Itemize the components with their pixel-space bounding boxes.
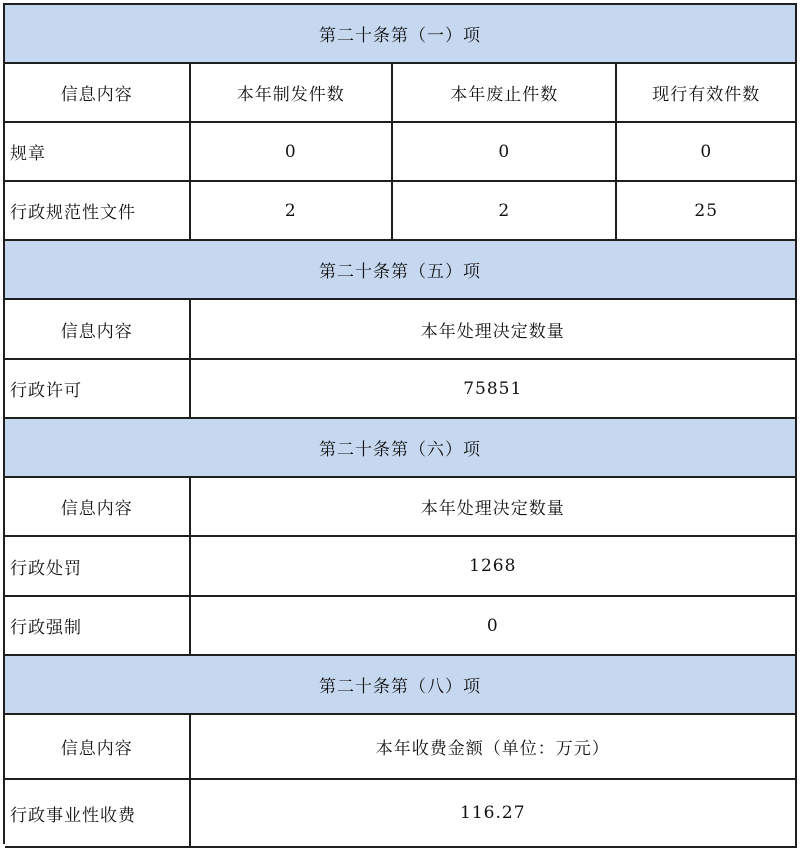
section-header-row bbox=[5, 656, 797, 715]
column-header-row bbox=[5, 715, 797, 780]
header-issued-count: 本年制发件数 bbox=[191, 64, 393, 123]
section-title: 第二十条第（五）项 bbox=[5, 241, 797, 300]
section-title: 第二十条第（一）项 bbox=[5, 5, 797, 64]
row-label: 行政强制 bbox=[5, 597, 191, 656]
row-label: 行政处罚 bbox=[5, 537, 191, 597]
valid-value: 25 bbox=[617, 182, 797, 241]
table-row bbox=[5, 597, 797, 656]
section-header-row bbox=[5, 241, 797, 300]
abolished-value: 2 bbox=[393, 182, 617, 241]
row-value: 75851 bbox=[191, 360, 797, 419]
header-valid-count: 现行有效件数 bbox=[617, 64, 797, 123]
header-info-content: 信息内容 bbox=[5, 64, 191, 123]
table-row bbox=[5, 537, 797, 597]
row-label: 行政许可 bbox=[5, 360, 191, 419]
header-decision-count: 本年处理决定数量 bbox=[191, 478, 797, 537]
valid-value: 0 bbox=[617, 123, 797, 182]
column-header-row bbox=[5, 478, 797, 537]
row-value: 0 bbox=[191, 597, 797, 656]
section-title: 第二十条第（八）项 bbox=[5, 656, 797, 715]
table-row bbox=[5, 182, 797, 241]
disclosure-table bbox=[3, 3, 797, 844]
table-row bbox=[5, 780, 797, 848]
column-header-row bbox=[5, 300, 797, 360]
row-label: 行政规范性文件 bbox=[5, 182, 191, 241]
row-label: 规章 bbox=[5, 123, 191, 182]
header-info-content: 信息内容 bbox=[5, 715, 191, 780]
column-header-row bbox=[5, 64, 797, 123]
section-header-row bbox=[5, 5, 797, 64]
header-info-content: 信息内容 bbox=[5, 300, 191, 360]
row-label: 行政事业性收费 bbox=[5, 780, 191, 848]
header-abolished-count: 本年废止件数 bbox=[393, 64, 617, 123]
header-fee-amount: 本年收费金额（单位：万元） bbox=[191, 715, 797, 780]
abolished-value: 0 bbox=[393, 123, 617, 182]
row-value: 116.27 bbox=[191, 780, 797, 848]
table-row bbox=[5, 360, 797, 419]
table-row bbox=[5, 123, 797, 182]
header-decision-count: 本年处理决定数量 bbox=[191, 300, 797, 360]
section-title: 第二十条第（六）项 bbox=[5, 419, 797, 478]
issued-value: 2 bbox=[191, 182, 393, 241]
header-info-content: 信息内容 bbox=[5, 478, 191, 537]
section-header-row bbox=[5, 419, 797, 478]
row-value: 1268 bbox=[191, 537, 797, 597]
issued-value: 0 bbox=[191, 123, 393, 182]
